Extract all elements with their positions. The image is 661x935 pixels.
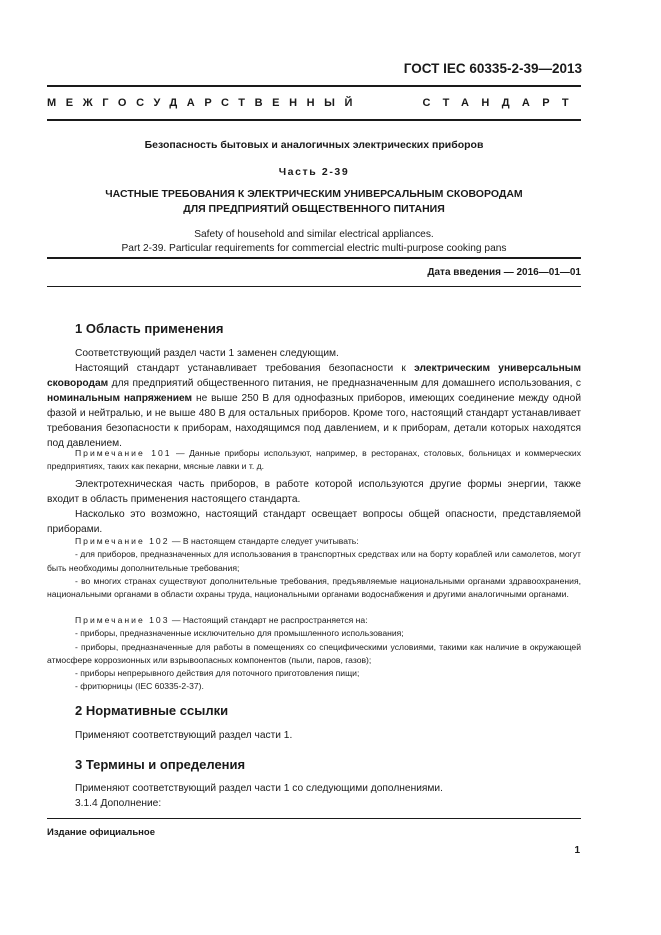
section-2-heading: 2 Нормативные ссылки bbox=[75, 703, 229, 718]
section-1-body-2 bbox=[47, 477, 581, 537]
note-item: - приборы, предназначенные для работы в помещениях со специфическими условиями, такими как наличие в окружающей атмосфере коррозионных или взрывоопасных компонентов (пыли, паров, газов); bbox=[47, 641, 581, 665]
part-title: Часть 2-39 bbox=[278, 166, 350, 178]
paragraph: Электротехническая часть приборов, в работе которой используются другие формы энергии, также входит в область применения настоящего стандарта. bbox=[47, 479, 581, 505]
text-run: для предприятий общественного питания, не предназначенным для домашнего использования, с bbox=[108, 378, 581, 389]
paragraph: Соответствующий раздел части 1 заменен следующим. bbox=[75, 348, 339, 359]
english-title bbox=[47, 228, 581, 256]
english-title-line1: Safety of household and similar electrical appliances. bbox=[194, 229, 434, 240]
footer-rule bbox=[47, 818, 581, 819]
note-label: Примечание 102 bbox=[75, 536, 170, 546]
edition-label: Издание официальное bbox=[47, 827, 155, 838]
paragraph: 3.1.4 Дополнение: bbox=[75, 798, 162, 809]
note-paragraph bbox=[47, 447, 581, 474]
bold-term: электрическим универсальным сковородам bbox=[47, 363, 581, 389]
note-paragraph bbox=[47, 535, 581, 548]
note-item: - приборы непрерывного действия для поточного приготовления пищи; bbox=[75, 668, 360, 679]
banner-rule bbox=[47, 119, 581, 121]
note-103 bbox=[47, 614, 581, 694]
main-title bbox=[47, 187, 581, 217]
note-101 bbox=[47, 447, 581, 474]
section-3-heading: 3 Термины и определения bbox=[75, 757, 246, 772]
note-text: — Настоящий стандарт не распространяется на: bbox=[169, 615, 368, 625]
section-1-body bbox=[47, 346, 581, 451]
note-text: — В настоящем стандарте следует учитывать: bbox=[169, 536, 359, 546]
paragraph bbox=[47, 361, 581, 451]
page-number: 1 bbox=[574, 845, 580, 856]
top-rule bbox=[47, 85, 581, 87]
date-rule bbox=[47, 286, 581, 287]
section-3-body bbox=[47, 781, 581, 811]
paragraph: Насколько это возможно, настоящий стандарт освещает вопросы общей опасности, представляемой приборами. bbox=[47, 509, 581, 535]
paragraph: Применяют соответствующий раздел части 1 со следующими дополнениями. bbox=[75, 783, 443, 794]
section-2-body bbox=[47, 728, 581, 743]
note-item: - приборы, предназначенные исключительно для промышленного использования; bbox=[75, 628, 404, 639]
paragraph: Применяют соответствующий раздел части 1. bbox=[75, 730, 293, 741]
introduction-date: Дата введения — 2016—01—01 bbox=[427, 267, 581, 278]
section-1-heading: 1 Область применения bbox=[75, 321, 224, 336]
note-item: - во многих странах существуют дополнительные требования, предъявляемые национальными органами здравоохранения, национальными органами в области охраны труда, национальными органами водоснабжения и другими аналогичными органами. bbox=[47, 575, 581, 600]
title-rule bbox=[47, 257, 581, 259]
standard-number: ГОСТ IEC 60335-2-39—2013 bbox=[403, 61, 582, 76]
banner-word-standard: СТАНДАРТ bbox=[422, 97, 581, 109]
bold-term: номинальным напряжением bbox=[47, 393, 193, 404]
standard-type-banner bbox=[47, 97, 581, 109]
text-run: Настоящий стандарт устанавливает требования безопасности к bbox=[75, 363, 415, 374]
main-title-line2: ДЛЯ ПРЕДПРИЯТИЙ ОБЩЕСТВЕННОГО ПИТАНИЯ bbox=[183, 203, 445, 215]
banner-word-interstate: МЕЖГОСУДАРСТВЕННЫЙ bbox=[47, 97, 363, 109]
text-run: не выше 250 В для однофазных приборов, имеющих соединение между одной фазой и нейтралью, и не выше 480 В для остальных приборов. Кроме того, настоящий стандарт устанавливает требования безопасности к приборам, находящимся под давлением, и к приборам, детали которых находятся под давлением. bbox=[47, 393, 582, 449]
note-paragraph bbox=[47, 614, 581, 627]
main-title-line1: ЧАСТНЫЕ ТРЕБОВАНИЯ К ЭЛЕКТРИЧЕСКИМ УНИВЕРСАЛЬНЫМ СКОВОРОДАМ bbox=[105, 188, 523, 200]
note-item: - для приборов, предназначенных для использования в транспортных средствах или на борту кораблей или самолетов, могут быть необходимы дополнительные требования; bbox=[47, 549, 581, 573]
note-102 bbox=[47, 535, 581, 601]
note-text: — Данные приборы используют, например, в ресторанах, столовых, больницах и коммерческих предприятиях, таких как пекарни, мясные лавки и т. д. bbox=[47, 448, 581, 472]
note-label: Примечание 103 bbox=[75, 615, 170, 625]
english-title-line2: Part 2-39. Particular requirements for commercial electric multi-purpose cooking pans bbox=[121, 243, 507, 254]
general-title: Безопасность бытовых и аналогичных электрических приборов bbox=[144, 139, 484, 151]
note-item: - фритюрницы (IEC 60335-2-37). bbox=[75, 681, 204, 692]
note-label: Примечание 101 bbox=[75, 448, 172, 458]
